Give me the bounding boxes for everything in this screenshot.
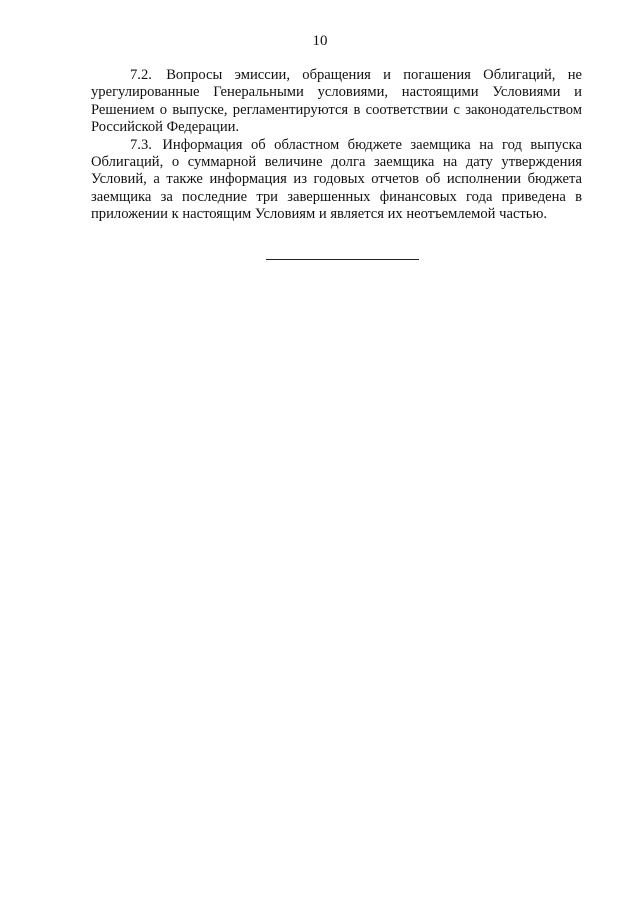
paragraph-number: 7.2.: [130, 67, 152, 83]
end-divider-line: [266, 259, 419, 260]
paragraph-7-3: [91, 137, 582, 224]
paragraph-text: Информация об областном бюджете заемщика на год выпуска Облигаций, о суммарной величине долга заемщика на дату утверждения Условий, а также информация из годовых отчетов об исполнении бюджета заемщика за последние три завершенных финансовых года приведена в приложении к настоящим Условиям и является их неотъемлемой частью.: [91, 136, 583, 223]
page-number: 10: [312, 33, 328, 49]
paragraph-text: Вопросы эмиссии, обращения и погашения Облигаций, не урегулированные Генеральными условиями, настоящими Условиями и Решением о выпуске, регламентируются в соответствии с законодательством Российской Федерации.: [91, 67, 582, 136]
paragraph-7-2: [91, 67, 582, 137]
paragraph-number: 7.3.: [130, 136, 152, 153]
document-body: [91, 67, 582, 224]
